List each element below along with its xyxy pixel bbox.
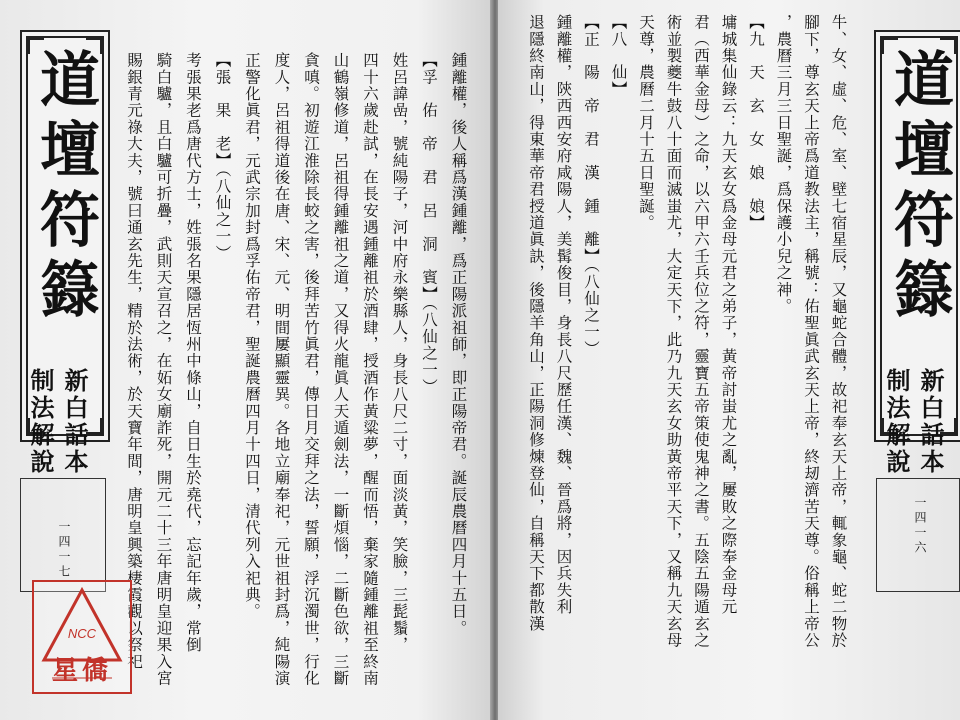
- right-text-column: 腳下，尊玄天上帝爲道教法主，稱號：佑聖眞武玄天上帝，終刼濟苦天尊。俗稱上帝公: [802, 14, 820, 649]
- right-text-column: 天尊，農曆二月十五日聖誕。: [637, 14, 655, 232]
- left-text-column: 山鶴嶺修道，呂祖得鍾離祖之道，又得火龍眞人天遁劍法，一斷煩惱，二斷色欲，三斷: [331, 52, 350, 687]
- book-subtitle-line2: 制法解說: [26, 368, 54, 476]
- left-text-column: 【張 果 老】（八仙之一）: [213, 52, 232, 262]
- left-text-column: 貪嗔。初遊江淮除長蛟之害，後拜苦竹眞君，傳日月交拜之法，誓願，浮沉濁世，行化: [302, 52, 320, 687]
- page-number-right: 一四一六: [913, 496, 927, 556]
- right-text-column: 牛、女、虛、危、室、壁七宿星辰，又龜蛇合體，故祀奉玄天上帝，輒象龜、蛇二物於: [829, 14, 848, 649]
- left-text-column: 考張果老爲唐代方士，姓張名果隱居恆州中條山，自日生於堯代，忘記年歲，常倒: [184, 52, 202, 654]
- left-text-column: 鍾離權，後人稱爲漢鍾離，爲正陽派祖師，即正陽帝君。誕辰農曆四月十五日。: [449, 52, 468, 637]
- page-number-left: 一四一七: [57, 520, 71, 580]
- stamp-top-text: NCC: [67, 626, 97, 641]
- left-text-column: 度人，呂祖得道後在唐、宋、元、明間屢顯靈異。各地立廟奉祀，元世祖封爲，純陽演: [272, 52, 291, 687]
- right-page: [498, 0, 960, 720]
- left-text-column: 【孚 佑 帝 君 呂 洞 賓】（八仙之一）: [420, 52, 438, 395]
- book-title: 道壇符籙: [884, 48, 954, 328]
- stamp-bottom-text: 星僑: [51, 656, 112, 686]
- right-text-column: 【九 天 玄 女 娘 娘】: [747, 14, 765, 232]
- left-text-column: 姓呂諱嵒，號純陽子，河中府永樂縣人，身長八尺二寸，面淡黃，笑臉，三髭鬚，: [390, 52, 409, 654]
- book-subtitle-line2: 制法解說: [882, 368, 910, 476]
- left-text-column: 騎白驢，且白驢可折疊，武則天宣召之，在妬女廟詐死，開元二十三年唐明皇迎果入宮: [154, 52, 173, 687]
- right-text-column: 術並製夔牛鼓八十面而滅蚩尤，大定天下，此乃九天玄女助黃帝平天下，又稱九天玄母: [664, 14, 683, 649]
- book-title: 道壇符籙: [30, 48, 100, 328]
- book-subtitle-line1: 新白話本: [60, 368, 88, 476]
- left-text-column: 四十六歲赴試，在長安遇鍾離祖於酒肆，授酒作黃粱夢，醒而悟，棄家隨鍾離祖至終南: [361, 52, 379, 687]
- right-text-column: 君（西華金母）之命，以六甲六壬兵位之符，靈寶五帝策使鬼神之書。五陰五陽遁玄之: [692, 14, 710, 649]
- right-text-column: 退隱終南山，得東華帝君授道眞訣，後隱羊角山，正陽洞修煉登仙，自稱天下都散漢: [527, 14, 545, 632]
- right-text-column: 【正 陽 帝 君 漢 鍾 離】（八仙之一）: [582, 14, 600, 357]
- left-text-column: 賜銀青元祿大夫，號曰通玄先生，精於法術，於天寶年間，唐明皇興築棲霞觀以祭祀: [125, 52, 143, 670]
- ncc-stamp-logo: [32, 580, 132, 694]
- right-text-column: 【八 仙】: [609, 14, 628, 98]
- book-subtitle-line1: 新白話本: [916, 368, 944, 476]
- right-text-column: 鍾離權，陝西西安府咸陽人，美髯俊目，身長八尺歷任漢、魏、晉爲將，因兵失利: [554, 14, 573, 616]
- left-text-column: 正警化眞君，元武宗加封爲孚佑帝君，聖誕農曆四月十四日，清代列入祀典。: [243, 52, 261, 620]
- right-text-column: 墉城集仙錄云：九天玄女爲金母元君之弟子，黃帝討蚩尤之亂，屢敗之際奉金母元: [719, 14, 738, 616]
- right-text-column: ，農曆三月三日聖誕，爲保護小兒之神。: [774, 14, 793, 315]
